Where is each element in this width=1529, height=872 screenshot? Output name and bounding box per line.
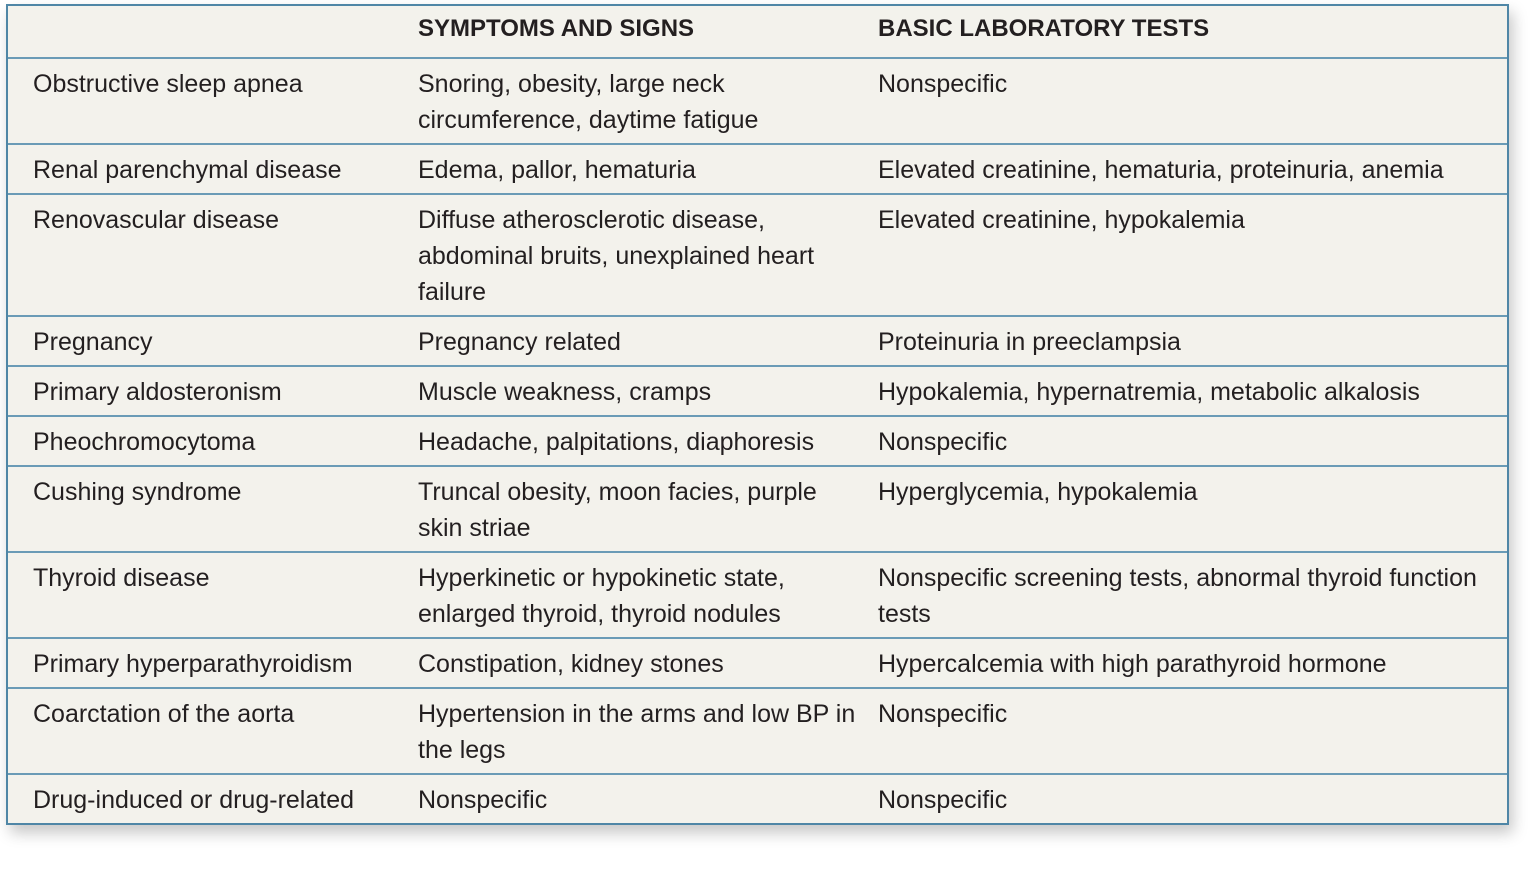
table-row <box>8 638 1507 688</box>
lab-tests-cell: Nonspecific <box>878 700 1008 728</box>
lab-tests-cell: Proteinuria in preeclampsia <box>878 328 1181 356</box>
condition-cell: Pheochromocytoma <box>33 428 256 456</box>
symptoms-cell: Hypertension in the arms and low BP in the legs <box>418 700 856 764</box>
header-row <box>8 6 1507 58</box>
symptoms-cell: Nonspecific <box>418 786 548 814</box>
table-row <box>8 366 1507 416</box>
symptoms-cell: Headache, palpitations, diaphoresis <box>418 428 815 456</box>
symptoms-cell: Snoring, obesity, large neck circumference, daytime fatigue <box>418 70 759 134</box>
symptoms-cell: Pregnancy related <box>418 328 621 356</box>
lab-tests-cell: Hypokalemia, hypernatremia, metabolic alkalosis <box>878 378 1420 406</box>
table-row <box>8 316 1507 366</box>
condition-cell: Primary aldosteronism <box>33 378 282 406</box>
header-symptoms-and-signs: SYMPTOMS AND SIGNS <box>418 15 695 42</box>
condition-cell: Thyroid disease <box>33 564 210 592</box>
table-row <box>8 144 1507 194</box>
condition-cell: Cushing syndrome <box>33 478 242 506</box>
header-condition <box>8 6 392 58</box>
symptoms-cell: Diffuse atherosclerotic disease, abdominal bruits, unexplained heart failure <box>418 206 815 306</box>
table-row <box>8 416 1507 466</box>
header-basic-laboratory-tests: BASIC LABORATORY TESTS <box>878 15 1210 42</box>
data-table <box>8 6 1507 823</box>
condition-cell: Coarctation of the aorta <box>33 700 295 728</box>
lab-tests-cell: Elevated creatinine, hypokalemia <box>878 206 1245 234</box>
symptoms-cell: Edema, pallor, hematuria <box>418 156 696 184</box>
table-row <box>8 194 1507 316</box>
lab-tests-cell: Nonspecific screening tests, abnormal thyroid function tests <box>878 564 1477 628</box>
condition-cell: Obstructive sleep apnea <box>33 70 303 98</box>
lab-tests-cell: Nonspecific <box>878 70 1008 98</box>
lab-tests-cell: Hyperglycemia, hypokalemia <box>878 478 1198 506</box>
symptoms-cell: Constipation, kidney stones <box>418 650 724 678</box>
condition-cell: Drug-induced or drug-related <box>33 786 355 814</box>
symptoms-cell: Hyperkinetic or hypokinetic state, enlarged thyroid, thyroid nodules <box>418 564 785 628</box>
table-row <box>8 774 1507 823</box>
condition-cell: Renal parenchymal disease <box>33 156 342 184</box>
symptoms-cell: Muscle weakness, cramps <box>418 378 712 406</box>
lab-tests-cell: Nonspecific <box>878 428 1008 456</box>
table-row <box>8 552 1507 638</box>
table-row <box>8 466 1507 552</box>
secondary-hypertension-table <box>6 4 1509 825</box>
symptoms-cell: Truncal obesity, moon facies, purple skin striae <box>418 478 817 542</box>
lab-tests-cell: Hypercalcemia with high parathyroid hormone <box>878 650 1387 678</box>
table-row <box>8 688 1507 774</box>
lab-tests-cell: Nonspecific <box>878 786 1008 814</box>
condition-cell: Primary hyperparathyroidism <box>33 650 353 678</box>
condition-cell: Pregnancy <box>33 328 153 356</box>
table-row <box>8 58 1507 144</box>
lab-tests-cell: Elevated creatinine, hematuria, proteinuria, anemia <box>878 156 1444 184</box>
condition-cell: Renovascular disease <box>33 206 279 234</box>
